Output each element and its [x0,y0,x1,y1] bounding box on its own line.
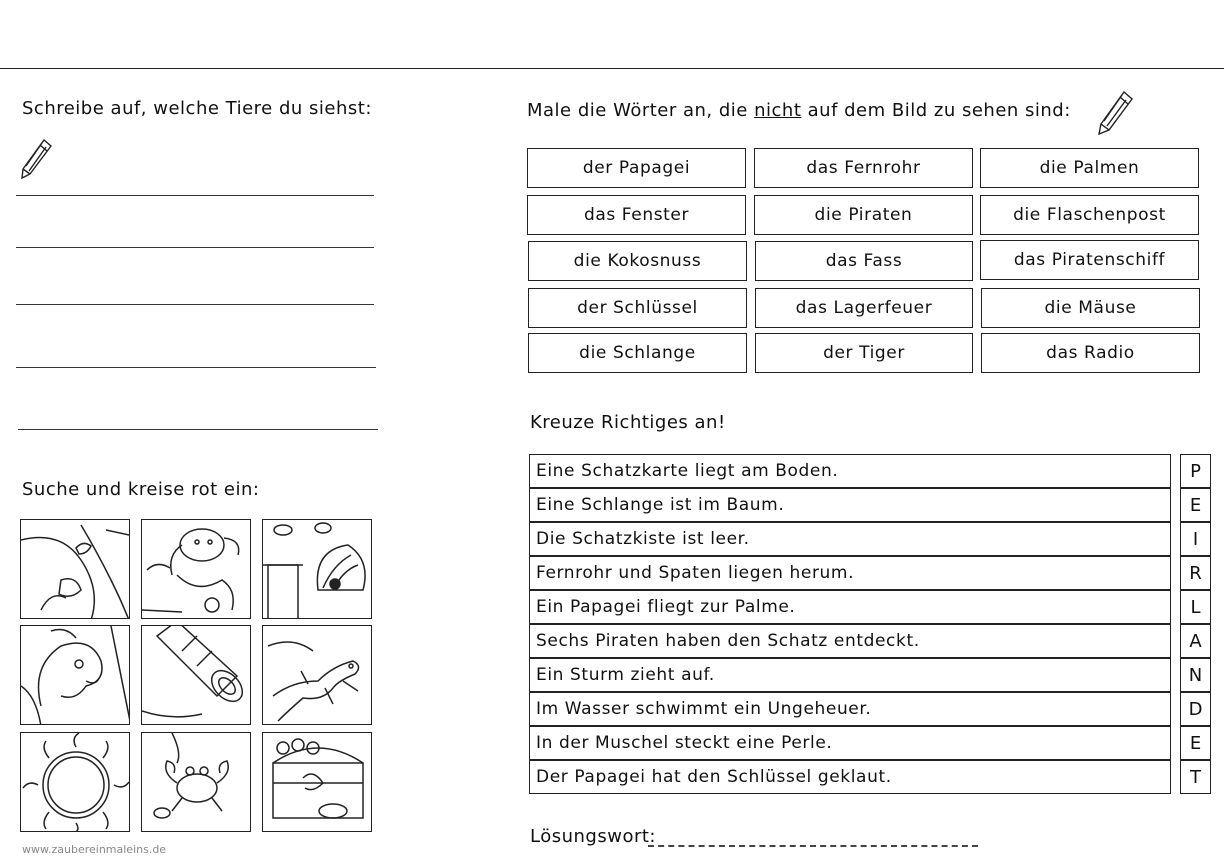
word-box[interactable]: der Tiger [755,333,973,373]
statement-row[interactable]: Die Schatzkiste ist leer. [529,522,1171,556]
cross-heading: Kreuze Richtiges an! [530,412,726,433]
footer-url: www.zaubereinmaleins.de [22,843,167,856]
word-box[interactable]: das Piratenschiff [980,240,1199,280]
solution-label: Lösungswort: [530,826,656,847]
word-box[interactable]: das Lagerfeuer [755,288,973,328]
word-box[interactable]: der Schlüssel [528,288,747,328]
solution-input-line[interactable] [648,845,978,847]
lizard-picture[interactable] [262,625,372,725]
words-heading-part: auf dem Bild zu sehen sind: [807,100,1071,121]
solution-letter: E [1180,488,1211,522]
statement-row[interactable]: Im Wasser schwimmt ein Ungeheuer. [529,692,1171,726]
statement-row[interactable]: Eine Schlange ist im Baum. [529,488,1171,522]
pencil-icon [1095,88,1135,138]
parrot-picture[interactable] [20,519,130,619]
word-box[interactable]: die Piraten [754,195,973,235]
sun-picture[interactable] [20,732,130,832]
statement-row[interactable]: Der Papagei hat den Schlüssel geklaut. [529,760,1171,794]
animals-heading: Schreibe auf, welche Tiere du siehst: [22,98,372,119]
words-heading [527,100,1071,121]
words-heading-emphasis: nicht [754,100,802,121]
word-box[interactable]: der Papagei [527,148,746,188]
word-box[interactable]: die Mäuse [981,288,1200,328]
word-box[interactable]: die Palmen [980,148,1199,188]
solution-letter: N [1180,658,1211,692]
statement-row[interactable]: Fernrohr und Spaten liegen herum. [529,556,1171,590]
top-divider [0,68,1224,69]
crab-picture[interactable] [141,732,251,832]
statement-row[interactable]: Ein Papagei fliegt zur Palme. [529,590,1171,624]
solution-letter: L [1180,590,1211,624]
writing-line[interactable] [16,304,374,305]
word-box[interactable]: das Fernrohr [754,148,973,188]
writing-line[interactable] [16,247,374,248]
statement-row[interactable]: Sechs Piraten haben den Schatz entdeckt. [529,624,1171,658]
writing-line[interactable] [16,367,376,368]
statement-row[interactable]: In der Muschel steckt eine Perle. [529,726,1171,760]
word-box[interactable]: das Radio [981,333,1200,373]
sea-monster-picture[interactable] [20,625,130,725]
word-box[interactable]: das Fass [755,241,973,281]
solution-letter: E [1180,726,1211,760]
solution-letter: A [1180,624,1211,658]
statement-row[interactable]: Ein Sturm zieht auf. [529,658,1171,692]
statement-row[interactable]: Eine Schatzkarte liegt am Boden. [529,454,1171,488]
word-box[interactable]: die Kokosnuss [528,241,747,281]
search-heading: Suche und kreise rot ein: [22,479,260,500]
shell-pearl-picture[interactable] [262,519,372,619]
writing-line[interactable] [18,429,378,430]
solution-letter: D [1180,692,1211,726]
solution-letter: P [1180,454,1211,488]
solution-letter: T [1180,760,1211,794]
pencil-icon [18,136,54,182]
word-box[interactable]: die Schlange [528,333,747,373]
writing-line[interactable] [16,195,374,196]
telescope-picture[interactable] [141,625,251,725]
solution-letter: I [1180,522,1211,556]
dog-picture[interactable] [141,519,251,619]
word-box[interactable]: das Fenster [527,195,746,235]
solution-letter: R [1180,556,1211,590]
word-box[interactable]: die Flaschenpost [980,195,1199,235]
words-heading-part: Male die Wörter an, die [527,100,748,121]
treasure-chest-picture[interactable] [262,732,372,832]
